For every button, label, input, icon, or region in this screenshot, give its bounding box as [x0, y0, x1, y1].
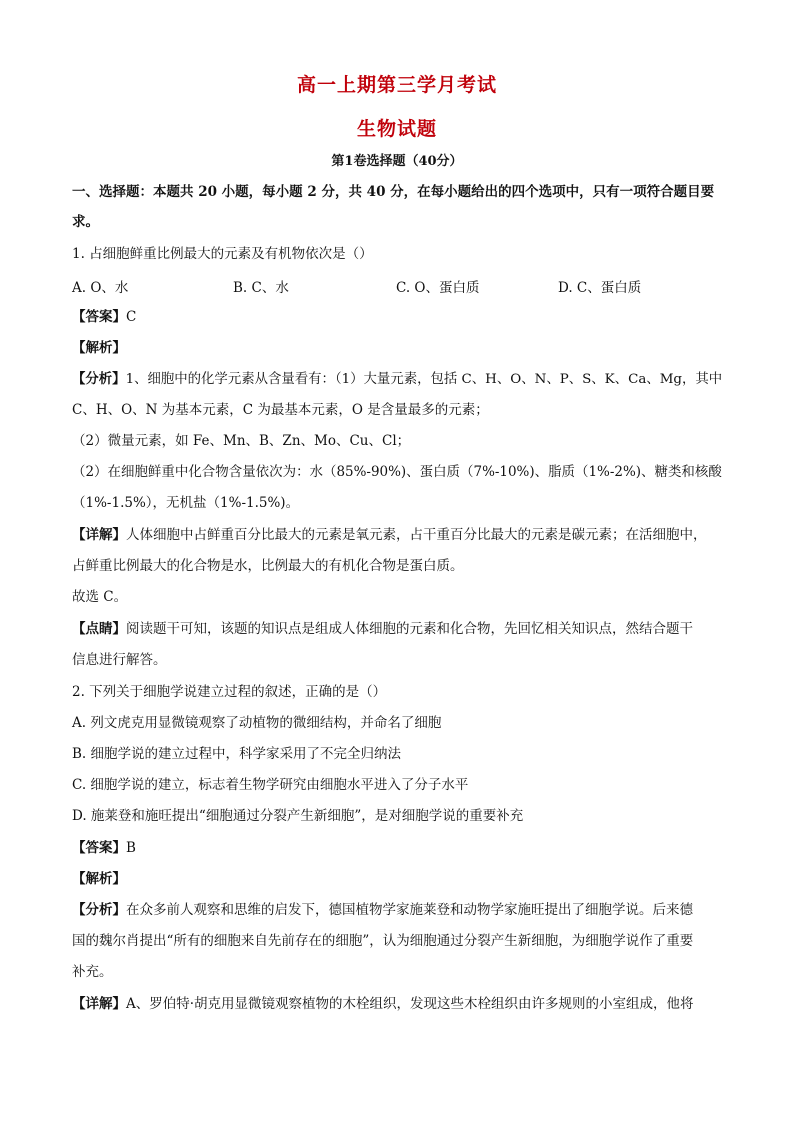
question-1-analysis-tag: 【解析】 — [72, 340, 126, 356]
answer-value: C — [126, 309, 137, 325]
exam-title: 高一上期第三学月考试 — [296, 74, 497, 96]
question-1-xiangjie-line-1 — [72, 526, 707, 544]
fenxi-text: 在众多前人观察和思维的启发下，德国植物学家施莱登和动物学家施旺提出了细胞学说。后来德 — [126, 902, 693, 918]
question-2-analysis-tag: 【解析】 — [72, 871, 126, 887]
fenxi-tag: 【分析】 — [72, 902, 126, 918]
question-1-fenxi-line-2: C、H、O、N 为基本元素，C 为最基本元素，O 是含量最多的元素； — [72, 402, 489, 418]
xiangjie-tag: 【详解】 — [72, 527, 126, 543]
xiangjie-text: A、罗伯特·胡克用显微镜观察植物的木栓组织，发现这些木栓组织由许多规则的小室组成，他将 — [126, 996, 694, 1012]
question-1-fenxi-line-4: （2）在细胞鲜重中化合物含量依次为：水（85%-90%)、蛋白质（7%-10%)、脂质（1%-2%)、糖类和核酸 — [72, 464, 722, 480]
question-2-option-b: B. 细胞学说的建立过程中，科学家采用了不完全归纳法 — [72, 746, 402, 762]
answer-tag: 【答案】 — [72, 840, 126, 856]
question-1-option-a: A. O、水 — [72, 280, 129, 296]
question-2-option-d: D. 施莱登和施旺提出“细胞通过分裂产生新细胞”，是对细胞学说的重要补充 — [72, 808, 524, 824]
xiangjie-tag: 【详解】 — [72, 996, 126, 1012]
question-1-fenxi-line-3: （2）微量元素，如 Fe、Mn、B、Zn、Mo、Cu、Cl； — [72, 433, 411, 449]
dianjing-text: 阅读题干可知，该题的知识点是组成人体细胞的元素和化合物，先回忆相关知识点，然结合题干 — [126, 621, 693, 637]
question-1-answer — [72, 308, 136, 326]
question-2-stem: 2. 下列关于细胞学说建立过程的叙述，正确的是（） — [72, 684, 387, 700]
fenxi-tag: 【分析】 — [72, 371, 126, 387]
instructions-line-2: 求。 — [72, 214, 99, 230]
instructions-line-1: 一、选择题：本题共 20 小题，每小题 2 分，共 40 分，在每小题给出的四个选项中，只有一项符合题目要 — [72, 184, 715, 200]
question-2-option-a: A. 列文虎克用显微镜观察了动植物的微细结构，并命名了细胞 — [72, 715, 442, 731]
question-2-answer — [72, 839, 136, 857]
question-1-xiangjie-line-2: 占鲜重比例最大的化合物是水，比例最大的有机化合物是蛋白质。 — [72, 558, 464, 574]
answer-tag: 【答案】 — [72, 309, 126, 325]
question-1-option-c: C. O、蛋白质 — [396, 280, 480, 296]
question-1-fenxi-line-5: （1%-1.5%），无机盐（1%-1.5%)。 — [72, 495, 300, 511]
question-1-stem: 1. 占细胞鲜重比例最大的元素及有机物依次是（） — [72, 246, 373, 262]
fenxi-text: 1、细胞中的化学元素从含量看有：（1）大量元素，包括 C、H、O、N、P、S、K、Ca、Mg，其中 — [125, 372, 723, 387]
question-1-xiangjie-line-3: 故选 C。 — [72, 589, 128, 605]
question-2-xiangjie-line-1 — [72, 995, 694, 1013]
question-2-fenxi-line-1 — [72, 901, 693, 919]
question-1-option-d: D. C、蛋白质 — [558, 280, 642, 296]
question-2-fenxi-line-2: 国的魏尔肖提出“所有的细胞来自先前存在的细胞”，认为细胞通过分裂产生新细胞，为细胞学说作了重要 — [72, 933, 694, 949]
question-2-option-c: C. 细胞学说的建立，标志着生物学研究由细胞水平进入了分子水平 — [72, 777, 469, 793]
section-heading: 第1卷选择题（40分） — [331, 154, 463, 169]
question-1-fenxi-line-1 — [72, 370, 722, 389]
question-1-dianjing-line-2: 信息进行解答。 — [72, 652, 167, 668]
question-1-dianjing-line-1 — [72, 620, 693, 638]
xiangjie-text: 人体细胞中占鲜重百分比最大的元素是氧元素，占干重百分比最大的元素是碳元素；在活细胞中， — [126, 527, 707, 543]
question-2-fenxi-line-3: 补充。 — [72, 964, 113, 980]
question-1-option-b: B. C、水 — [233, 280, 289, 296]
exam-subtitle: 生物试题 — [356, 118, 437, 140]
dianjing-tag: 【点睛】 — [72, 621, 126, 637]
answer-value: B — [126, 840, 136, 856]
